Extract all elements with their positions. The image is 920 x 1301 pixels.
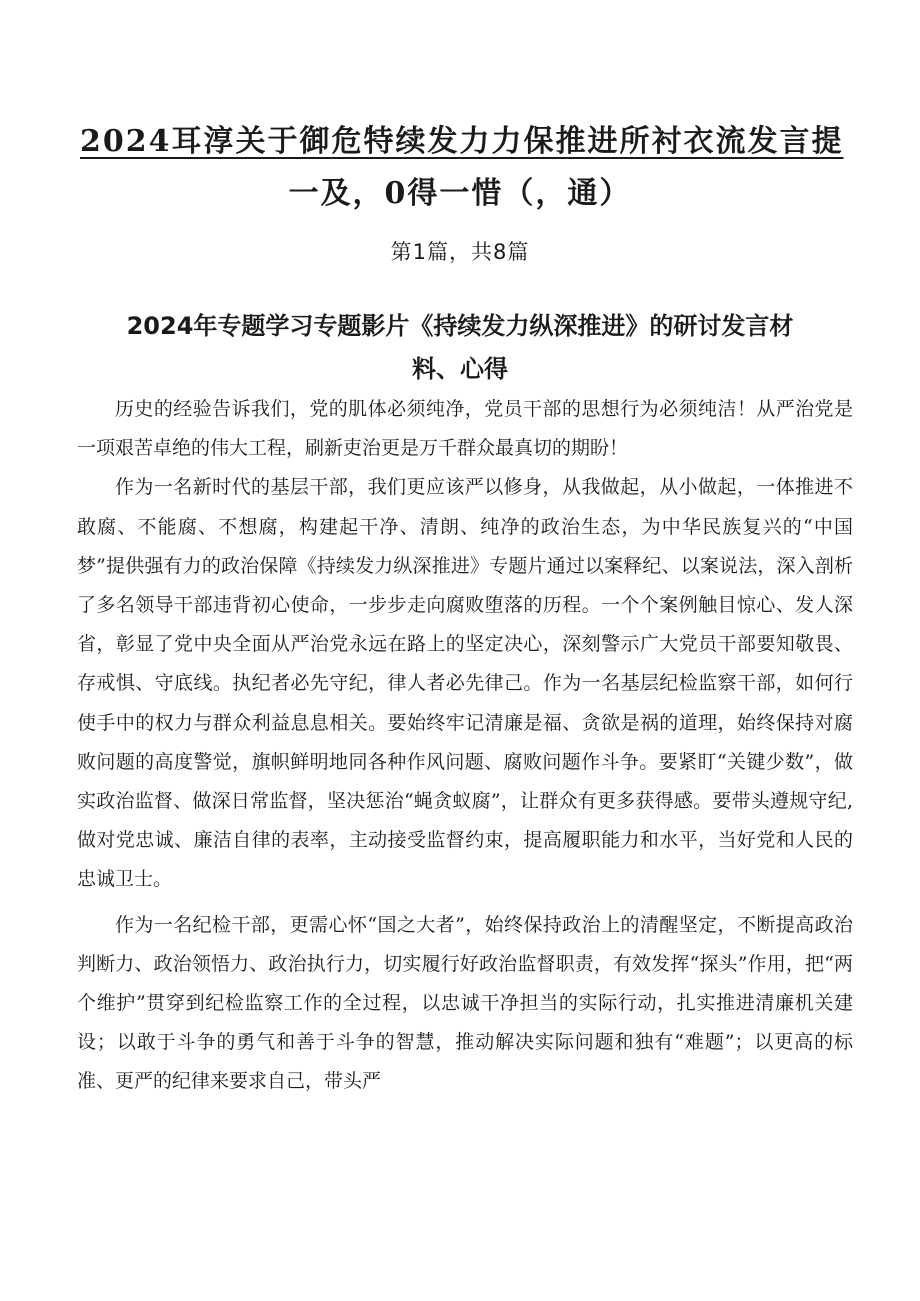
document-title-line-1: 2024耳淳关于御危特续发力力保推进所衬衣流发言提 [80,124,844,159]
document-title-line-2: 一及，0得一惜（，通） [288,176,632,211]
paragraph-3: 作为一名纪检干部，更需心怀“国之大者”，始终保持政治上的清醒坚定，不断提高政治判断力、政治领悟力、政治执行力，切实履行好政治监督职责，有效发挥“探头”作用，把“两个维护”贯穿到纪检监察工作的全过程，以忠诚干净担当的实际行动，扎实推进清廉机关建设；以敢于斗争的勇气和善于斗争的智慧，推动解决实际问题和独有“难题”；以更高的标准、更严的纪律来要求自己，带头严 [77,913,853,1093]
paragraph-1: 历史的经验告诉我们，党的肌体必须纯净，党员干部的思想行为必须纯洁！从严治党是一项艰苦卓绝的伟大工程，刷新吏治更是万千群众最真切的期盼！ [77,398,853,460]
article-body [77,390,853,1102]
article-title-line-1: 2024年专题学习专题影片《持续发力纵深推进》的研讨发言材 [126,312,794,340]
paragraph-2: 作为一名新时代的基层干部，我们更应该严以修身，从我做起，从小做起，一体推进不敢腐、不能腐、不想腐，构建起干净、清朗、纯净的政治生态，为中华民族复兴的“中国梦”提供强有力的政治保障《持续发力纵深推进》专题片通过以案释纪、以案说法，深入剖析了多名领导干部违背初心使命，一步步走向腐败堕落的历程。一个个案例触目惊心、发人深省，彰显了党中央全面从严治党永远在路上的坚定决心，深刻警示广大党员干部要知敬畏、存戒惧、守底线。执纪者必先守纪，律人者必先律己。作为一名基层纪检监察干部，如何行使手中的权力与群众利益息息相关。要始终牢记清廉是福、贪欲是祸的道理，始终保持对腐败问题的高度警觉，旗帜鲜明地同各种作风问题、腐败问题作斗争。要紧盯“关键少数”，做实政治监督、做深日常监督，坚决惩治“蝇贪蚁腐”，让群众有更多获得感。要带头遵规守纪,做对党忠诚、廉洁自律的表率，主动接受监督约束，提高履职能力和水平，当好党和人民的忠诚卫士。 [77,476,853,891]
part-label: 第1篇，共8篇 [390,240,530,264]
article-title-line-2: 料、心得 [412,355,508,383]
